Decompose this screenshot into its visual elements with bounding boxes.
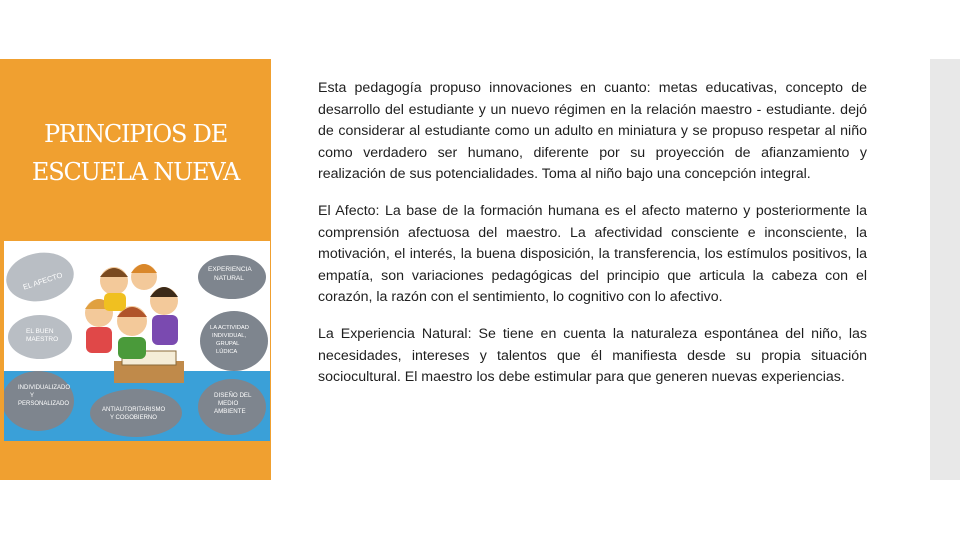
label-actividad: LA ACTIVIDAD INDIVIDUAL, GRUPAL LÚDICA (210, 325, 249, 355)
afecto-heading: El Afecto (318, 202, 376, 219)
label-afecto: EL AFECTO (21, 270, 64, 292)
afecto-paragraph (318, 201, 867, 309)
principles-illustration (4, 241, 270, 441)
children-group (85, 264, 178, 359)
oval-antiautoritarismo (90, 389, 182, 437)
experiencia-text: : Se tiene en cuenta la naturaleza espontánea del niño, las necesidades, intereses y talentos que él manifiesta desde su propia situación sociocultural. El maestro los debe estimular para que generen nuevas experiencias. (318, 325, 867, 386)
label-diseno: DISEÑO DEL MEDIO AMBIENTE (214, 392, 252, 415)
slide-title-line-1: PRINCIPIOS DE (43, 120, 228, 148)
label-individualizado: INDIVIDUALIZADO Y PERSONALIZADO (18, 385, 71, 407)
label-antiautoritarismo: ANTIAUTORITARISMO Y COGOBIERNO (102, 407, 166, 421)
intro-paragraph: Esta pedagogía propuso innovaciones en cuanto: metas educativas, concepto de desarrollo del estudiante y un nuevo régimen en la relación maestro - estudiante. dejó de considerar al estudiante como un adulto en miniatura y se propuso respetar al niño como verdadero ser humano, diferente por su proyección de afianzamiento y realización de sus potencialidades. Toma al niño bajo una concepción integral. (318, 80, 867, 183)
label-buen-maestro: EL BUEN MAESTRO (26, 328, 59, 343)
afecto-text: : La base de la formación humana es el afecto materno y posteriormente la comprensión afectuosa del maestro. La afectividad consciente e inconsciente, la motivación, el interés, la buena disposición, la transferencia, los estímulos positivos, la empatía, son variaciones pedagógicas del principio que articula la cabeza con el corazón, la razón con el sentimiento, lo cognitivo con lo afectivo. (318, 202, 867, 306)
oval-diseno (198, 379, 266, 435)
right-accent-bar (930, 59, 960, 480)
content-column (318, 78, 867, 404)
slide-title-line-2: ESCUELA NUEVA (31, 158, 240, 186)
label-experiencia: EXPERIENCIA NATURAL (208, 266, 252, 282)
title-panel (0, 59, 271, 480)
slide-title (0, 115, 271, 191)
experiencia-heading: La Experiencia Natural (318, 325, 468, 342)
experiencia-paragraph (318, 324, 867, 389)
